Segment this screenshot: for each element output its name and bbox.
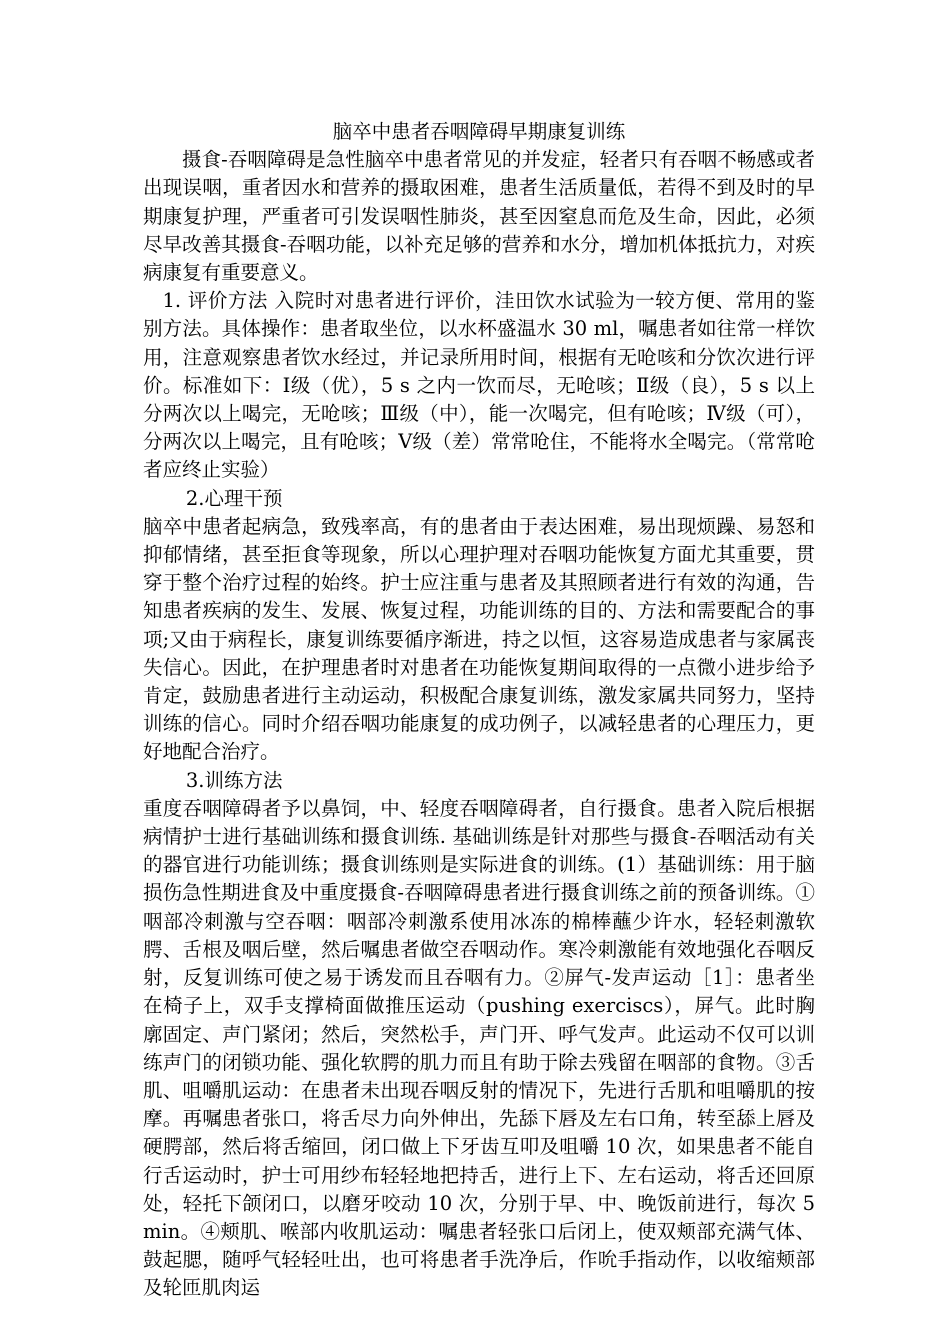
document-page <box>143 118 815 1303</box>
section1-paragraph: 1. 评价方法 入院时对患者进行评价，洼田饮水试验为一较方便、常用的鉴别方法。具体操作：患者取坐位，以水杯盛温水 30 ml，嘱患者如往常一样饮用，注意观察患者饮水经过，并记录所用时间，根据有无呛咳和分饮次进行评价。标准如下：Ⅰ级（优），5 s 之内一饮而尽，无呛咳；Ⅱ级（良），5 s 以上分两次以上喝完，无呛咳；Ⅲ级（中），能一次喝完，但有呛咳；Ⅳ级（可），分两次以上喝完，且有呛咳；Ⅴ级（差）常常呛住，不能将水全喝完。（常常呛者应终止实验） <box>143 289 815 482</box>
section3-paragraph: 重度吞咽障碍者予以鼻饲，中、轻度吞咽障碍者，自行摄食。患者入院后根据病情护士进行基础训练和摄食训练. 基础训练是针对那些与摄食-吞咽活动有关的器官进行功能训练；摄食训练则是实际进食的训练。(1）基础训练：用于脑损伤急性期进食及中重度摄食-吞咽障碍患者进行摄食训练之前的预备训练。①咽部冷刺激与空吞咽：咽部冷刺激系使用冰冻的棉棒蘸少许水，轻轻刺激软腭、舌根及咽后壁，然后嘱患者做空吞咽动作。寒冷刺激能有效地强化吞咽反射，反复训练可使之易于诱发而且吞咽有力。②屏气-发声运动［1］：患者坐在椅子上，双手支撑椅面做推压运动（pushing exerciscs），屏气。此时胸廓固定、声门紧闭；然后，突然松手，声门开、呼气发声。此运动不仅可以训练声门的闭锁功能、强化软腭的肌力而且有助于除去残留在咽部的食物。③舌肌、咀嚼肌运动：在患者未出现吞咽反射的情况下，先进行舌肌和咀嚼肌的按摩。再嘱患者张口，将舌尽力向外伸出，先舔下唇及左右口角，转至舔上唇及硬腭部，然后将舌缩回，闭口做上下牙齿互叩及咀嚼 10 次，如果患者不能自行舌运动时，护士可用纱布轻轻地把持舌，进行上下、左右运动，将舌还回原处，轻托下颌闭口，以磨牙咬动 10 次，分别于早、中、晚饭前进行，每次 5 min。④颊肌、喉部内收肌运动：嘱患者轻张口后闭上，使双颊部充满气体、鼓起腮，随呼气轻轻吐出，也可将患者手洗净后，作吮手指动作，以收缩颊部及轮匝肌肉运 <box>143 796 815 1300</box>
section2-paragraph: 脑卒中患者起病急，致残率高，有的患者由于表达困难，易出现烦躁、易怒和抑郁情绪，甚至拒食等现象，所以心理护理对吞咽功能恢复方面尤其重要，贯穿于整个治疗过程的始终。护士应注重与患者及其照顾者进行有效的沟通，告知患者疾病的发生、发展、恢复过程，功能训练的目的、方法和需要配合的事项;又由于病程长，康复训练要循序渐进，持之以恒，这容易造成患者与家属丧失信心。因此，在护理患者时对患者在功能恢复期间取得的一点微小进步给予肯定，鼓励患者进行主动运动，积极配合康复训练，激发家属共同努力，坚持训练的信心。同时介绍吞咽功能康复的成功例子，以减轻患者的心理压力，更好地配合治疗。 <box>143 514 815 764</box>
document-title: 脑卒中患者吞咽障碍早期康复训练 <box>332 120 626 143</box>
intro-paragraph: 摄食-吞咽障碍是急性脑卒中患者常见的并发症，轻者只有吞咽不畅感或者出现误咽，重者因水和营养的摄取困难，患者生活质量低，若得不到及时的早期康复护理，严重者可引发误咽性肺炎，甚至因窒息而危及生命，因此，必须尽早改善其摄食-吞咽功能，以补充足够的营养和水分，增加机体抵抗力，对疾病康复有重要意义。 <box>143 148 815 285</box>
section3-heading: 3.训练方法 <box>185 768 283 792</box>
section2-heading: 2.心理干预 <box>185 486 283 510</box>
